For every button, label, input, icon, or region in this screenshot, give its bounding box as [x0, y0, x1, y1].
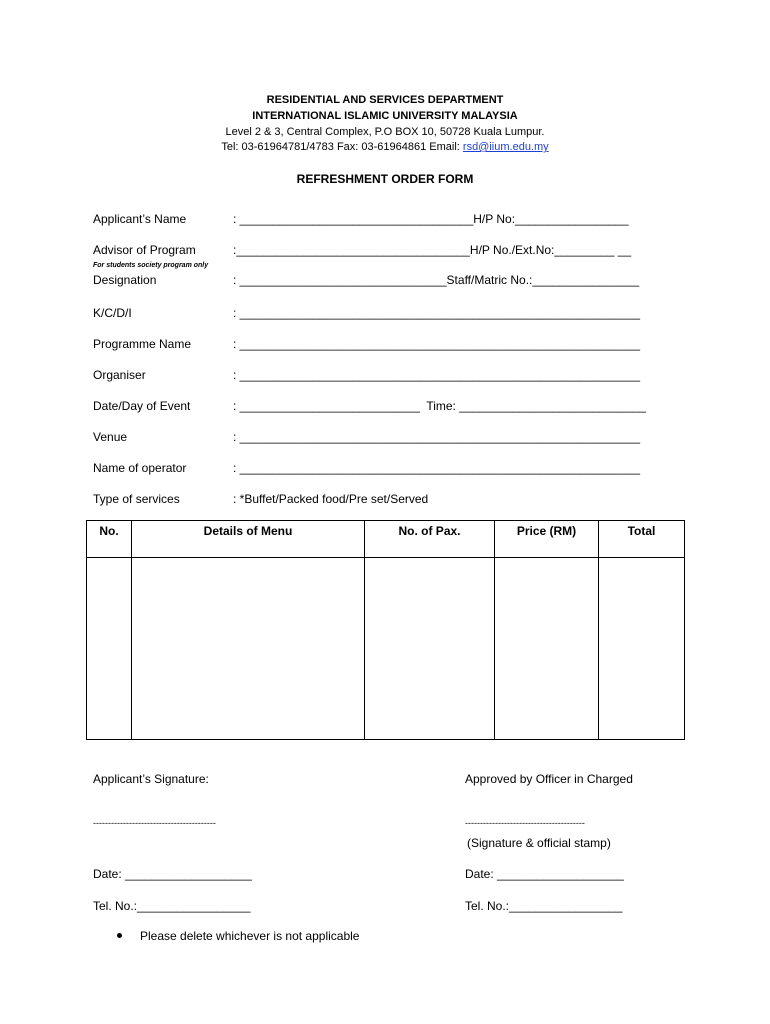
- applicant-name-label: Applicant’s Name: [93, 212, 187, 226]
- services-label: Type of services: [93, 492, 180, 506]
- advisor-note: For students society program only: [93, 262, 209, 269]
- cell-no[interactable]: [87, 558, 132, 740]
- footnote: Please delete whichever is not applicable: [140, 929, 360, 943]
- designation-field[interactable]: : _______________________________Staff/Matric No.:________________: [233, 273, 640, 287]
- bullet-icon: [117, 933, 122, 938]
- approved-by-label: Approved by Officer in Charged: [465, 772, 633, 786]
- kcdi-field[interactable]: : ____________________________________________________________: [233, 306, 641, 320]
- officer-signature-line[interactable]: ----------------------------------------: [465, 818, 585, 828]
- applicant-tel-field[interactable]: Tel. No.:_________________: [93, 899, 251, 913]
- col-pax-header: No. of Pax.: [365, 521, 495, 558]
- applicant-signature-line[interactable]: -----------------------------------------: [93, 818, 216, 828]
- col-total-header: Total: [599, 521, 685, 558]
- cell-total[interactable]: [599, 558, 685, 740]
- table-row: [87, 558, 685, 740]
- contact-text: Tel: 03-61964781/4783 Fax: 03-61964861 Email:: [221, 141, 463, 153]
- officer-date-field[interactable]: Date: ___________________: [465, 867, 624, 881]
- organiser-field[interactable]: : ____________________________________________________________: [233, 368, 641, 382]
- date-day-label: Date/Day of Event: [93, 399, 191, 413]
- date-day-field[interactable]: : ___________________________ Time: ____________________________: [233, 399, 647, 413]
- services-field[interactable]: : *Buffet/Packed food/Pre set/Served: [233, 492, 429, 506]
- menu-table: [86, 520, 685, 740]
- advisor-field[interactable]: :___________________________________H/P No./Ext.No:_________ __: [233, 243, 632, 257]
- applicant-name-field[interactable]: : ___________________________________H/P No:_________________: [233, 212, 629, 226]
- officer-tel-field[interactable]: Tel. No.:_________________: [465, 899, 623, 913]
- kcdi-label: K/C/D/I: [93, 306, 132, 320]
- cell-details[interactable]: [132, 558, 365, 740]
- cell-price[interactable]: [495, 558, 599, 740]
- venue-field[interactable]: : ____________________________________________________________: [233, 430, 641, 444]
- operator-field[interactable]: : ____________________________________________________________: [233, 461, 641, 475]
- table-header-row: [87, 521, 685, 558]
- official-stamp-note: (Signature & official stamp): [467, 836, 611, 850]
- advisor-label: Advisor of Program: [93, 243, 196, 257]
- university-title: INTERNATIONAL ISLAMIC UNIVERSITY MALAYSIA: [252, 110, 518, 122]
- cell-pax[interactable]: [365, 558, 495, 740]
- form-title: REFRESHMENT ORDER FORM: [296, 172, 474, 186]
- email-link[interactable]: rsd@iium.edu.my: [462, 141, 549, 153]
- operator-label: Name of operator: [93, 461, 187, 475]
- applicant-date-field[interactable]: Date: ___________________: [93, 867, 252, 881]
- designation-label: Designation: [93, 273, 157, 287]
- applicant-signature-label: Applicant’s Signature:: [93, 772, 209, 786]
- col-details-header: Details of Menu: [132, 521, 365, 558]
- address-line: Level 2 & 3, Central Complex, P.O BOX 10, 50728 Kuala Lumpur.: [225, 126, 545, 138]
- col-no-header: No.: [87, 521, 132, 558]
- contact-line: [0, 141, 770, 153]
- programme-name-label: Programme Name: [93, 337, 192, 351]
- programme-name-field[interactable]: : ____________________________________________________________: [233, 337, 641, 351]
- venue-label: Venue: [93, 430, 128, 444]
- department-title: RESIDENTIAL AND SERVICES DEPARTMENT: [266, 94, 504, 106]
- organiser-label: Organiser: [93, 368, 146, 382]
- col-price-header: Price (RM): [495, 521, 599, 558]
